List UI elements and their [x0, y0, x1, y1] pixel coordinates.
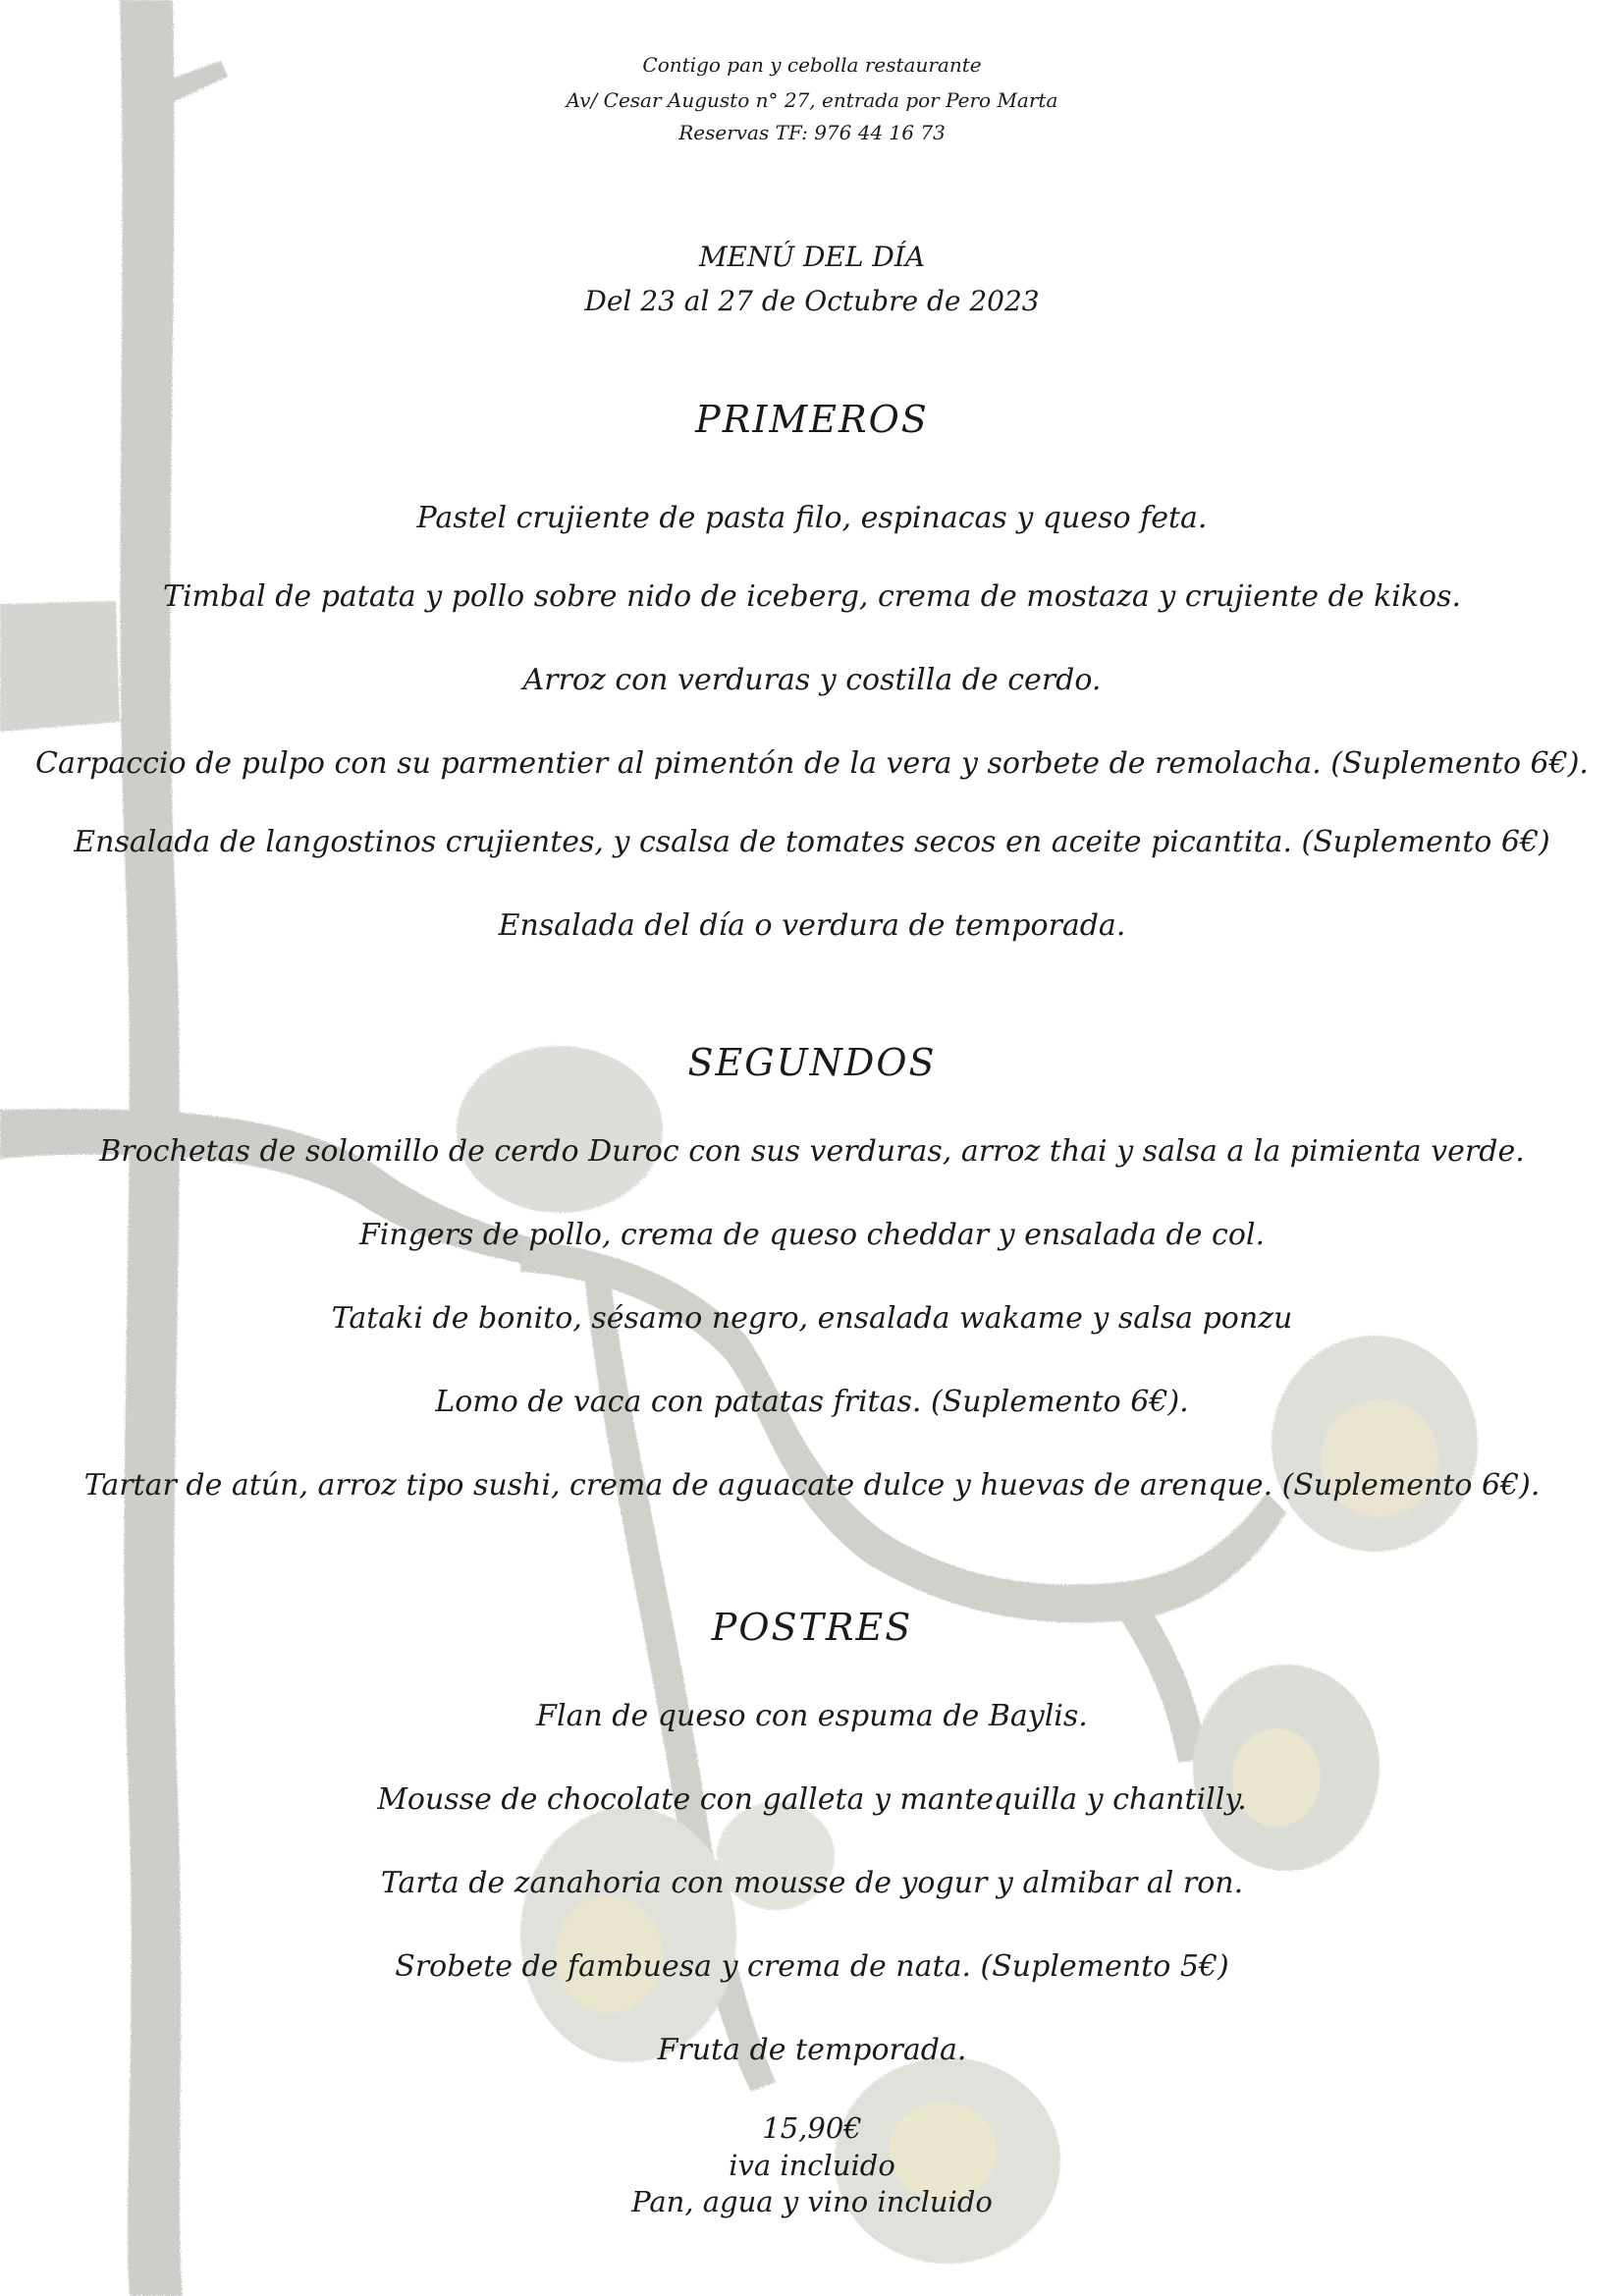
menu-item: Lomo de vaca con patatas fritas. (Suplemento 6€). — [435, 1385, 1189, 1419]
menu-title: MENÚ DEL DÍA — [698, 241, 926, 273]
menu-item: Tarta de zanahoria con mousse de yogur y almibar al ron. — [380, 1866, 1244, 1900]
restaurant-address: Av/ Cesar Augusto n° 27, entrada por Pero Marta — [566, 88, 1058, 112]
includes-note: Pan, agua y vino incluido — [631, 2185, 993, 2218]
menu-item: Arroz con verduras y costilla de cerdo. — [522, 663, 1102, 697]
menu-item: Tartar de atún, arroz tipo sushi, crema de aguacate dulce y huevas de arenque. (Suplemento 6€). — [83, 1468, 1541, 1503]
restaurant-name: Contigo pan y cebolla restaurante — [642, 53, 982, 77]
menu-item: Tataki de bonito, sésamo negro, ensalada wakame y salsa ponzu — [331, 1301, 1293, 1336]
menu-item: Carpaccio de pulpo con su parmentier al pimentón de la vera y sorbete de remolacha. (Suplemento 6€). — [35, 746, 1589, 781]
menu-item: Fruta de temporada. — [657, 2033, 967, 2067]
menu-item: Srobete de fambuesa y crema de nata. (Suplemento 5€) — [395, 1949, 1229, 1984]
section-title-segundos: SEGUNDOS — [687, 1041, 937, 1084]
menu-item: Timbal de patata y pollo sobre nido de iceberg, crema de mostaza y crujiente de kikos. — [162, 579, 1462, 614]
menu-item: Ensalada del día o verdura de temporada. — [498, 908, 1126, 943]
section-title-primeros: PRIMEROS — [695, 398, 929, 441]
section-title-postres: POSTRES — [711, 1606, 913, 1649]
tax-note: iva incluido — [729, 2149, 895, 2182]
menu-item: Ensalada de langostinos crujientes, y csalsa de tomates secos en aceite picantita. (Suplemento 6€) — [74, 825, 1550, 859]
menu-dates: Del 23 al 27 de Octubre de 2023 — [584, 285, 1040, 317]
menu-item: Pastel crujiente de pasta filo, espinacas y queso feta. — [416, 501, 1208, 535]
price: 15,90€ — [762, 2111, 862, 2145]
menu-item: Flan de queso con espuma de Baylis. — [536, 1699, 1088, 1733]
menu-item: Fingers de pollo, crema de queso cheddar y ensalada de col. — [358, 1218, 1266, 1252]
menu-item: Brochetas de solomillo de cerdo Duroc con sus verduras, arroz thai y salsa a la pimienta verde. — [99, 1134, 1525, 1169]
reservation-phone: Reservas TF: 976 44 16 73 — [678, 121, 946, 144]
menu-item: Mousse de chocolate con galleta y mantequilla y chantilly. — [377, 1782, 1247, 1817]
